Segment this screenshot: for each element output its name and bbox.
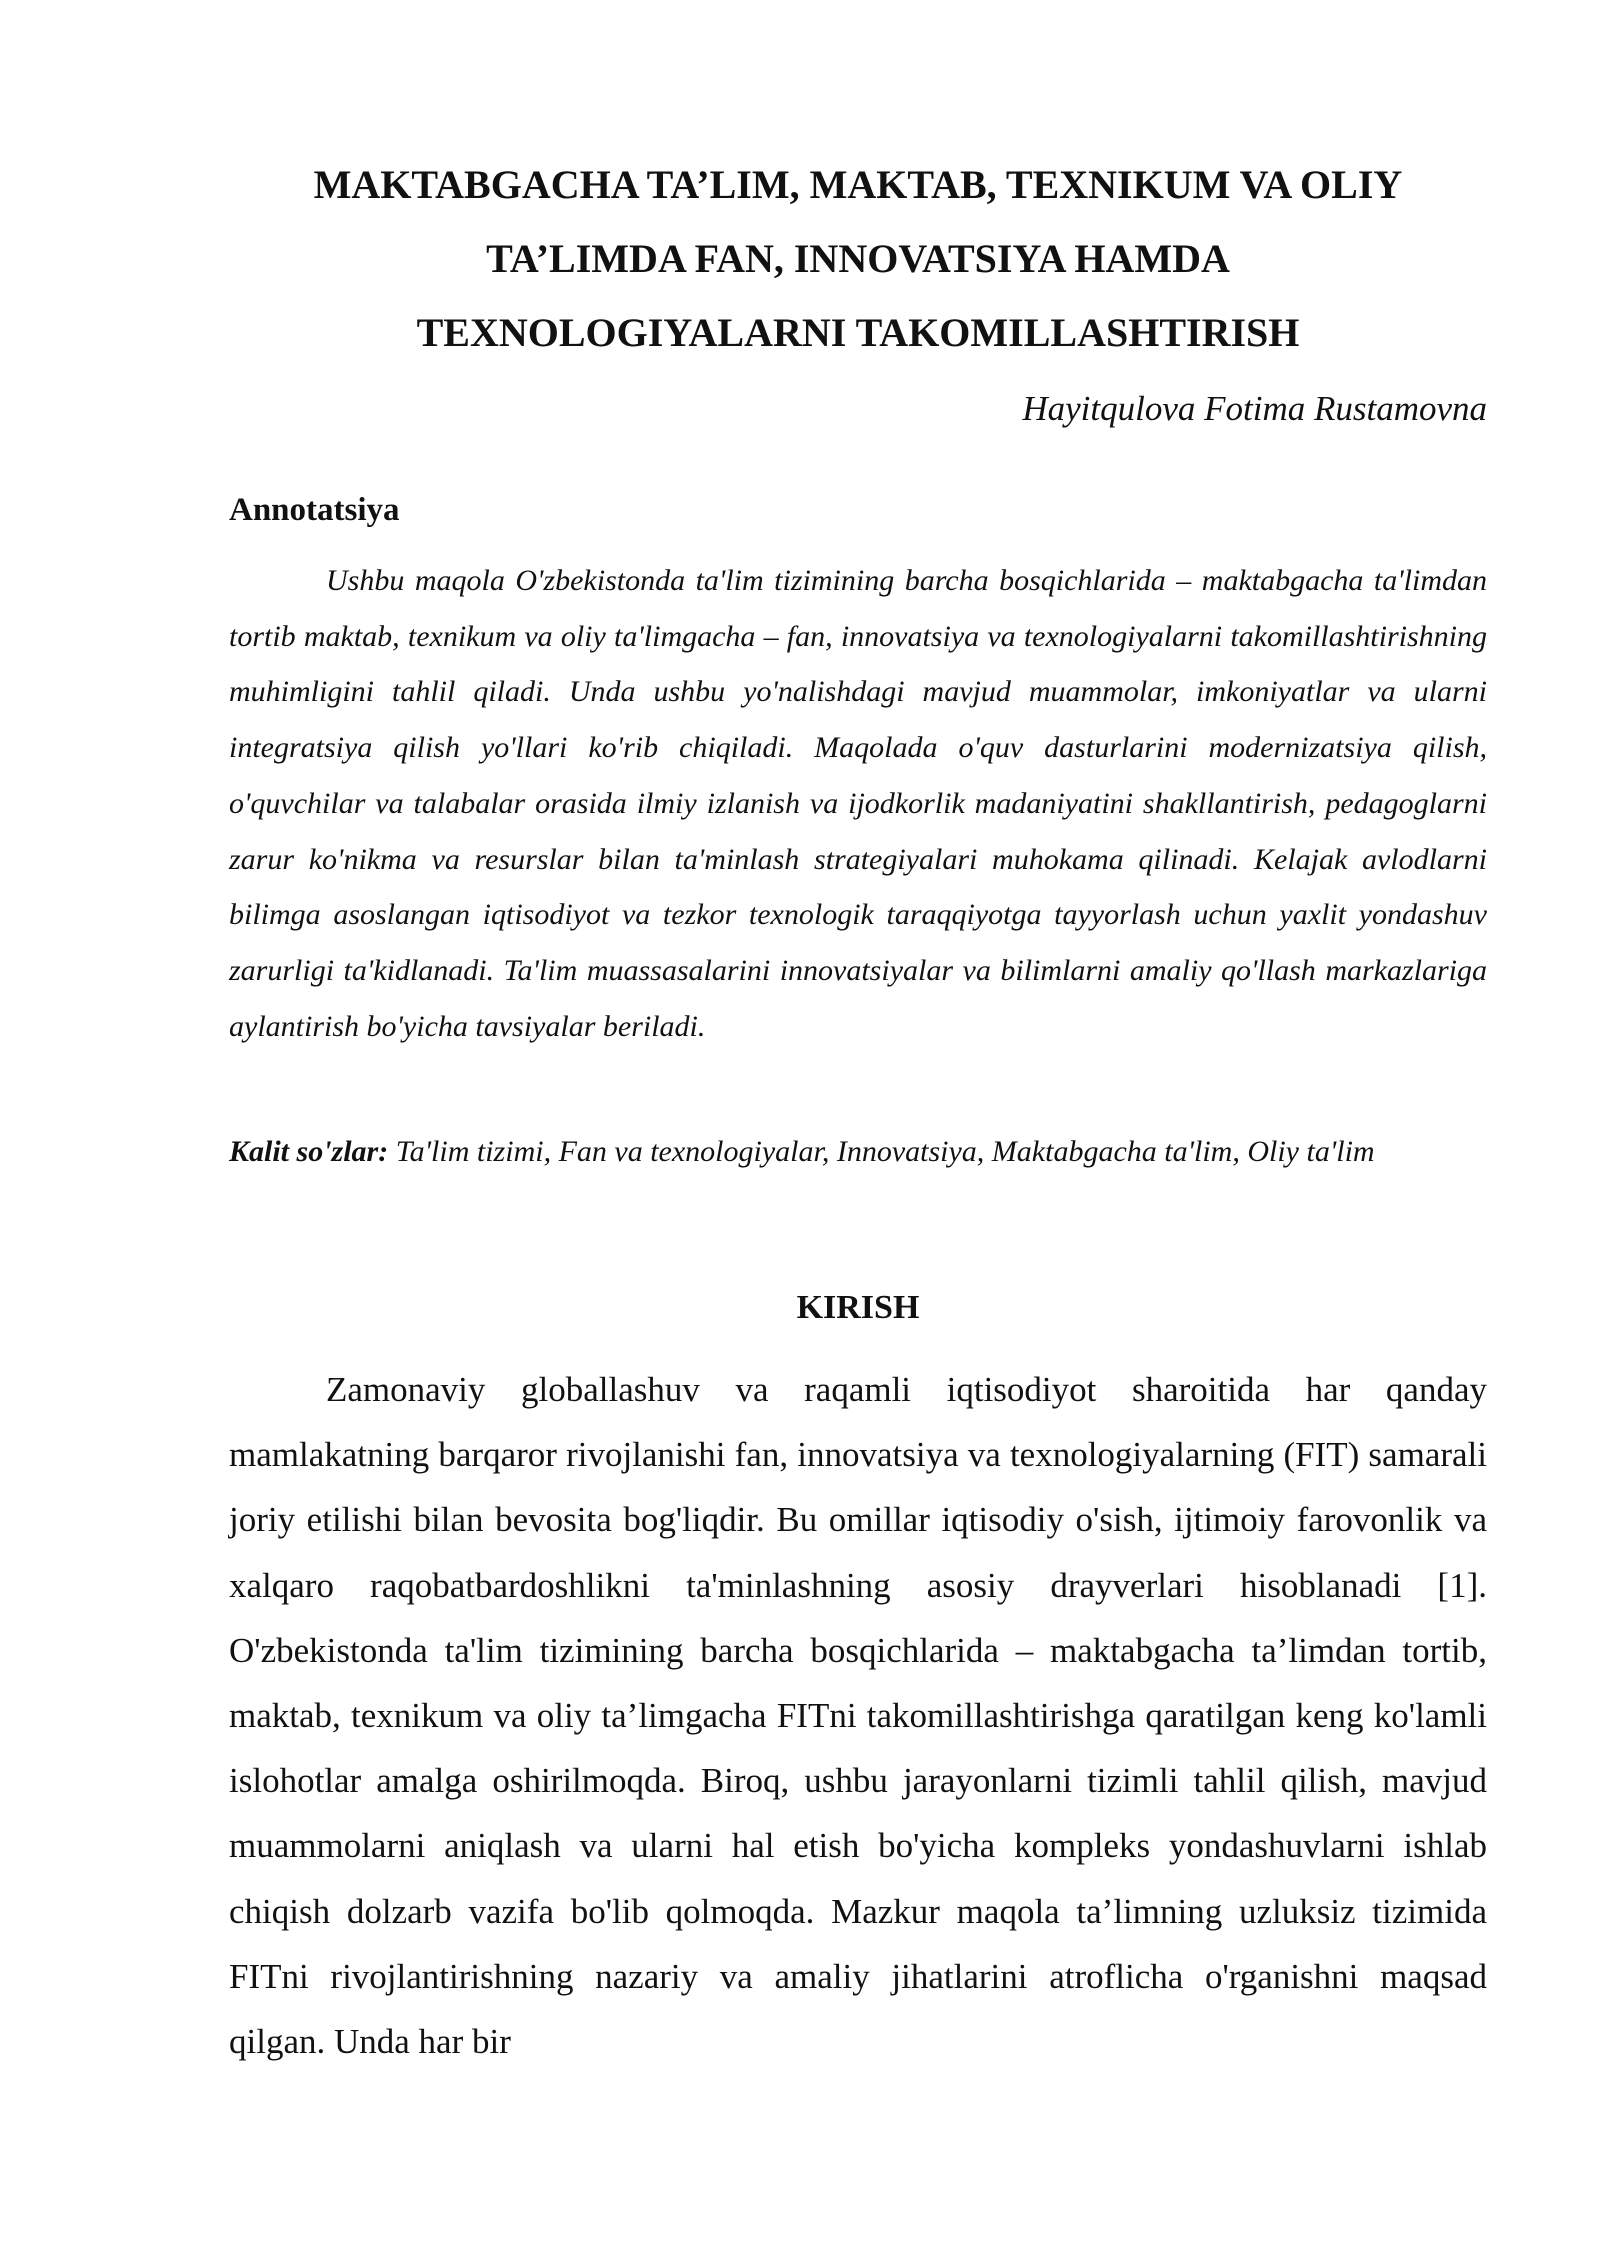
author-name: Hayitqulova Fotima Rustamovna — [1022, 389, 1487, 428]
abstract-heading: Annotatsiya — [229, 492, 400, 528]
paper-title-line-3: TEXNOLOGIYALARNI TAKOMILLASHTIRISH — [416, 310, 1300, 355]
keywords-text: Ta'lim tizimi, Fan va texnologiyalar, Innovatsiya, Maktabgacha ta'lim, Oliy ta'lim — [388, 1135, 1375, 1168]
paper-title-line-2: TA’LIMDA FAN, INNOVATSIYA HAMDA — [486, 236, 1230, 281]
keywords — [229, 1130, 1487, 1174]
paper-title — [229, 148, 1487, 370]
introduction-heading: KIRISH — [796, 1289, 920, 1326]
introduction-paragraph: Zamonaviy globallashuv va raqamli iqtisodiyot sharoitida har qanday mamlakatning barqaror rivojlanishi fan, innovatsiya va texnologiyalarning (FIT) samarali joriy etilishi bilan bevosita bog'liqdir. Bu omillar iqtisodiy o'sish, ijtimoiy farovonlik va xalqaro raqobatbardoshlikni ta'minlashning asosiy drayverlari hisoblanadi [1]. O'zbekistonda ta'lim tizimining barcha bosqichlarida – maktabgacha ta’limdan tortib, maktab, texnikum va oliy ta’limgacha FITni takomillashtirishga qaratilgan keng ko'lamli islohotlar amalga oshirilmoqda. Biroq, ushbu jarayonlarni tizimli tahlil qilish, mavjud muammolarni aniqlash va ularni hal etish bo'yicha kompleks yondashuvlarni ishlab chiqish dolzarb vazifa bo'lib qolmoqda. Mazkur maqola ta’limning uzluksiz tizimida FITni rivojlantirishning nazariy va amaliy jihatlarini atroflicha o'rganishni maqsad qilgan. Unda har bir — [229, 1370, 1487, 2062]
keywords-label: Kalit so'zlar: — [229, 1135, 389, 1168]
paper-title-line-1: MAKTABGACHA TA’LIM, MAKTAB, TEXNIKUM VA OLIY — [313, 162, 1403, 207]
abstract-text: Ushbu maqola O'zbekistonda ta'lim tizimining barcha bosqichlarida – maktabgacha ta'limdan tortib maktab, texnikum va oliy ta'limgacha – fan, innovatsiya va texnologiyalarni takomillashtirishning muhimligini tahlil qiladi. Unda ushbu yo'nalishdagi mavjud muammolar, imkoniyatlar va ularni integratsiya qilish yo'llari ko'rib chiqiladi. Maqolada o'quv dasturlarini modernizatsiya qilish, o'quvchilar va talabalar orasida ilmiy izlanish va ijodkorlik madaniyatini shakllantirish, pedagoglarni zarur ko'nikma va resurslar bilan ta'minlash strategiyalari muhokama qilinadi. Kelajak avlodlarni bilimga asoslangan iqtisodiyot va tezkor texnologik taraqqiyotga tayyorlash uchun yaxlit yondashuv zarurligi ta'kidlanadi. Ta'lim muassasalarini innovatsiyalar va bilimlarni amaliy qo'llash markazlariga aylantirish bo'yicha tavsiyalar beriladi. — [229, 564, 1487, 1043]
